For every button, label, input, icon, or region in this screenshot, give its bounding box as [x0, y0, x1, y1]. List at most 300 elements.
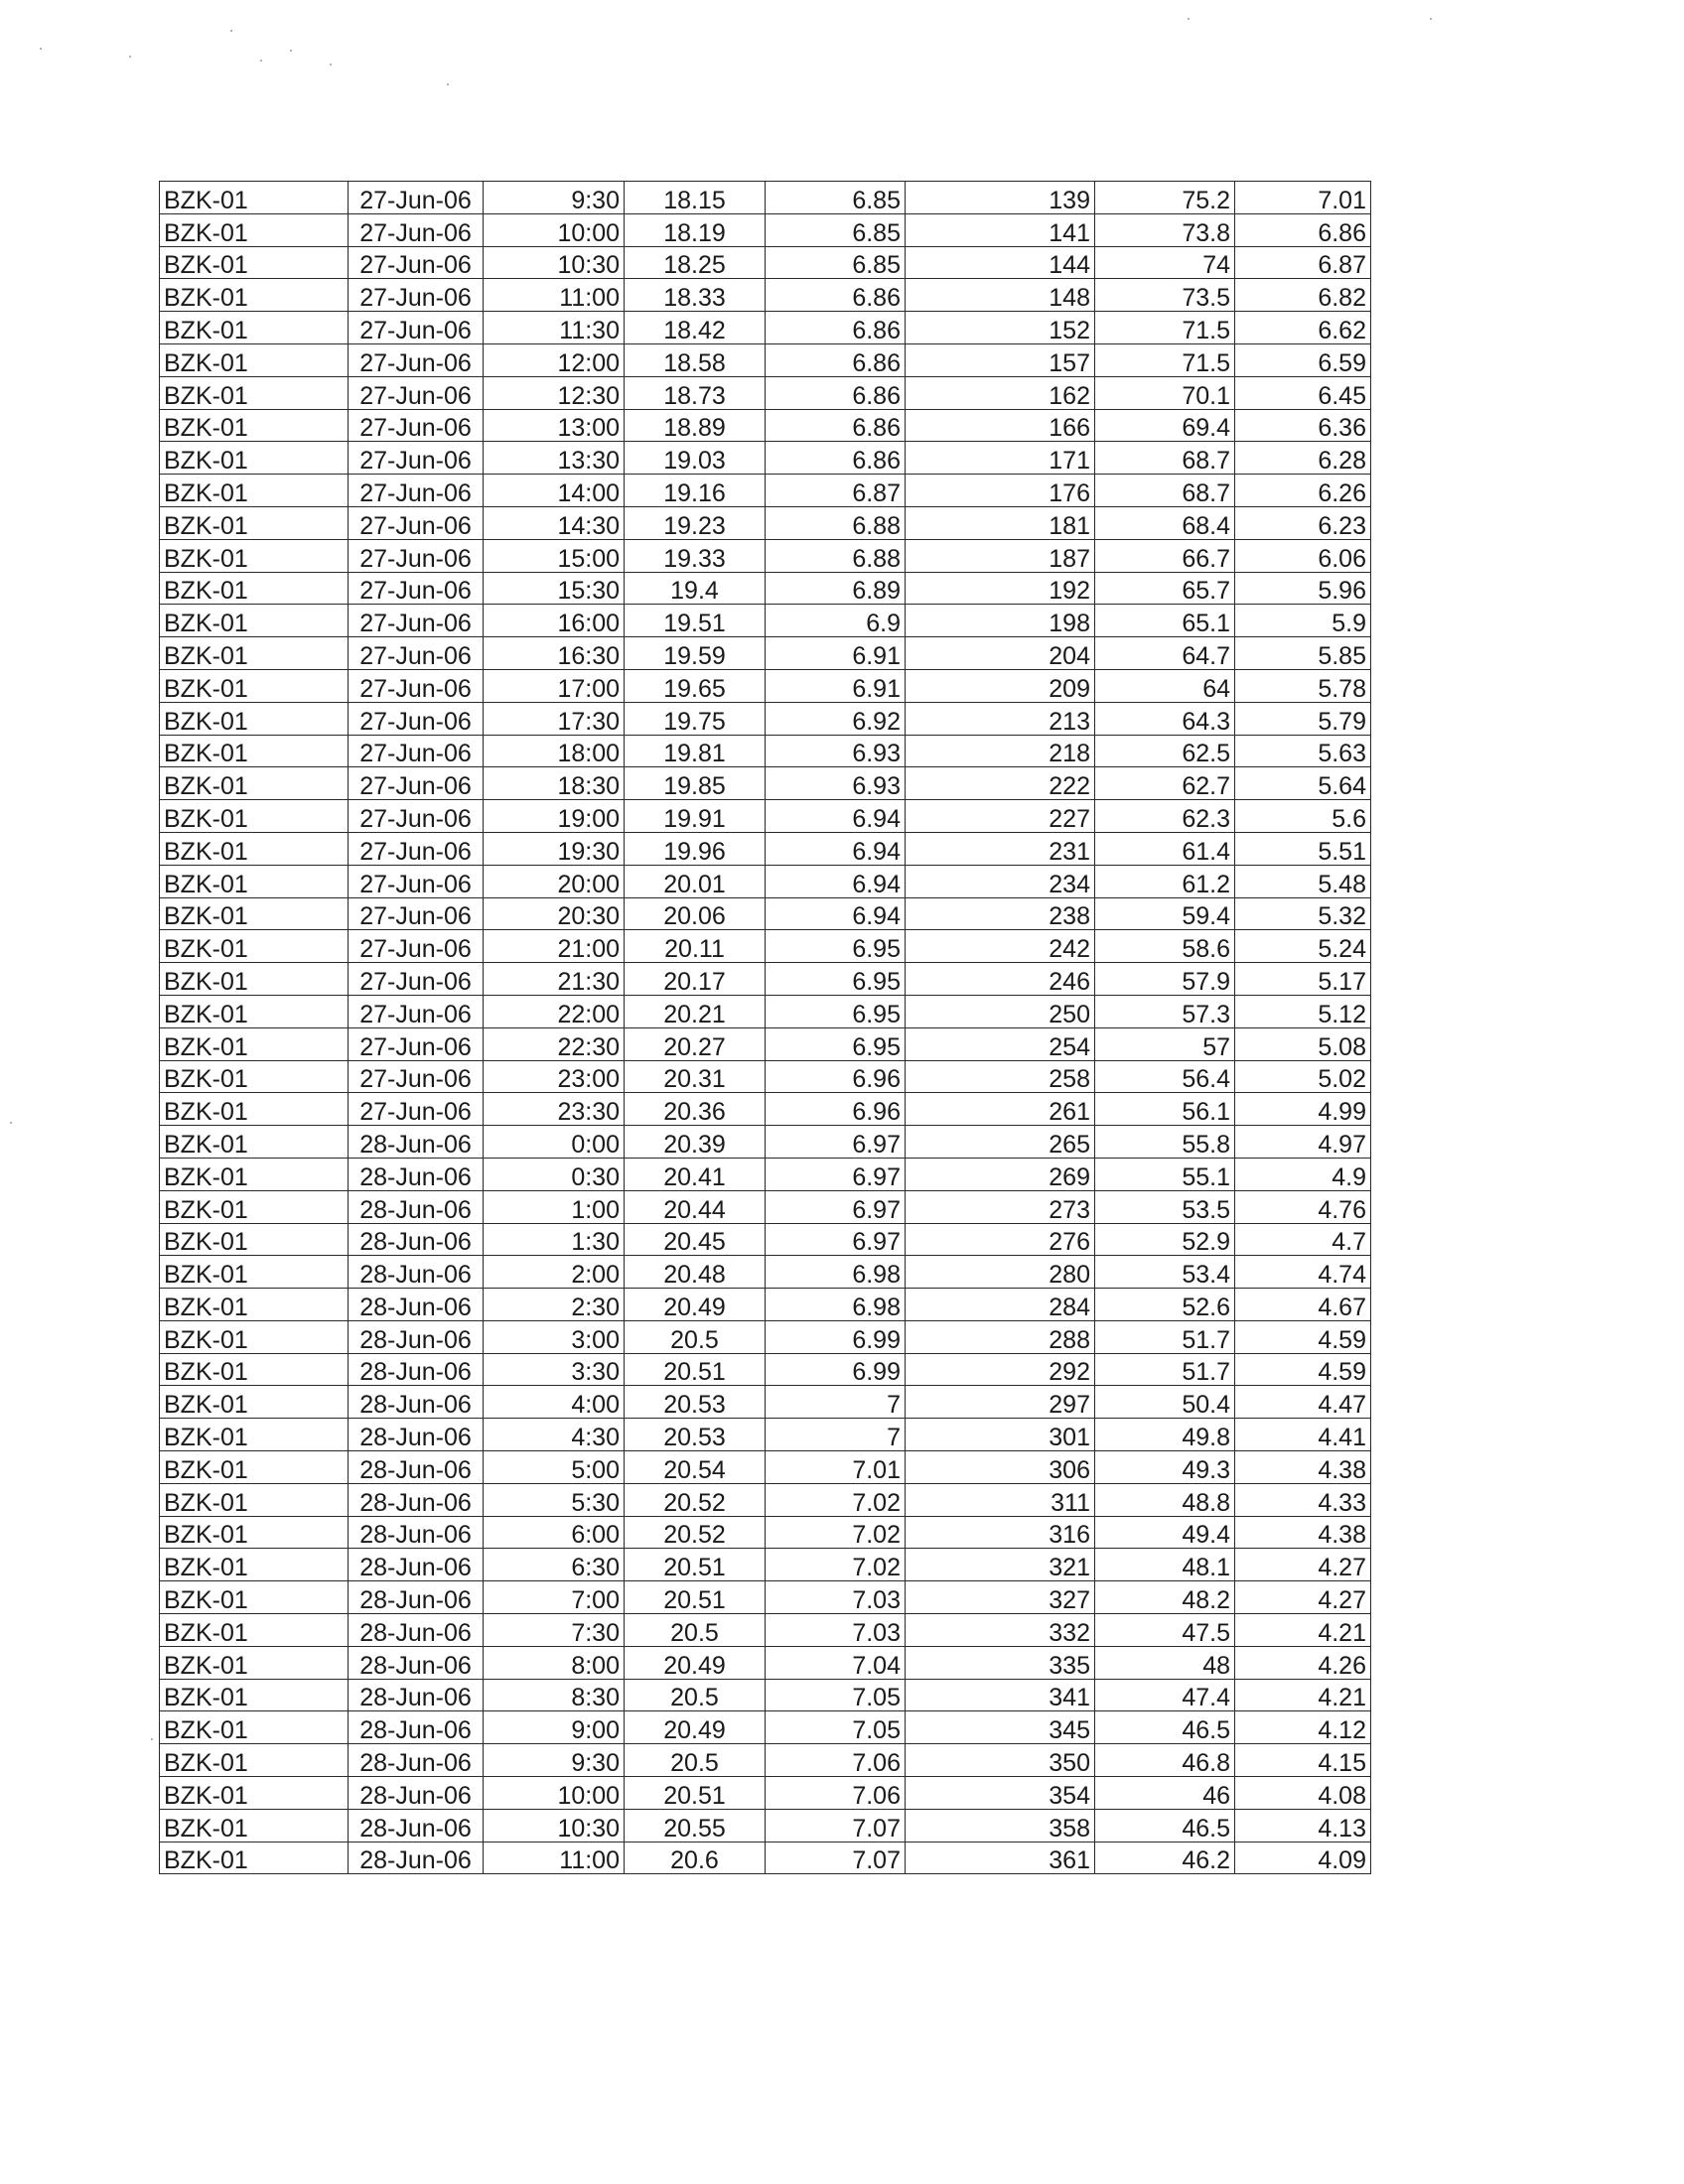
station-cell: BZK-01 — [160, 539, 349, 572]
station-cell: BZK-01 — [160, 213, 349, 246]
time-cell: 16:00 — [484, 605, 625, 637]
date-cell: 28-Jun-06 — [349, 1320, 484, 1353]
date-cell: 27-Jun-06 — [349, 475, 484, 507]
time-cell: 21:30 — [484, 963, 625, 996]
date-cell: 27-Jun-06 — [349, 930, 484, 963]
time-cell: 8:30 — [484, 1679, 625, 1711]
value-c-cell: 250 — [906, 995, 1095, 1027]
value-e-cell: 4.59 — [1235, 1320, 1371, 1353]
value-d-cell: 57.9 — [1095, 963, 1235, 996]
date-cell: 28-Jun-06 — [349, 1289, 484, 1321]
time-cell: 2:30 — [484, 1289, 625, 1321]
value-b-cell: 6.97 — [766, 1126, 906, 1159]
value-d-cell: 53.5 — [1095, 1190, 1235, 1223]
date-cell: 28-Jun-06 — [349, 1190, 484, 1223]
value-d-cell: 59.4 — [1095, 897, 1235, 930]
value-a-cell: 18.33 — [625, 279, 766, 312]
table-row — [160, 897, 1371, 930]
station-cell: BZK-01 — [160, 832, 349, 865]
date-cell: 28-Jun-06 — [349, 1256, 484, 1289]
value-b-cell: 7.02 — [766, 1516, 906, 1549]
value-a-cell: 18.89 — [625, 409, 766, 442]
value-a-cell: 19.96 — [625, 832, 766, 865]
table-row — [160, 637, 1371, 670]
value-b-cell: 7.06 — [766, 1777, 906, 1810]
scan-speck — [260, 60, 262, 62]
station-cell: BZK-01 — [160, 409, 349, 442]
station-cell: BZK-01 — [160, 1451, 349, 1484]
value-a-cell: 20.5 — [625, 1679, 766, 1711]
station-cell: BZK-01 — [160, 637, 349, 670]
value-a-cell: 19.03 — [625, 442, 766, 475]
date-cell: 28-Jun-06 — [349, 1353, 484, 1386]
value-e-cell: 4.12 — [1235, 1711, 1371, 1744]
value-e-cell: 6.06 — [1235, 539, 1371, 572]
station-cell: BZK-01 — [160, 376, 349, 409]
value-c-cell: 246 — [906, 963, 1095, 996]
value-b-cell: 6.95 — [766, 930, 906, 963]
value-a-cell: 18.42 — [625, 312, 766, 344]
station-cell: BZK-01 — [160, 1320, 349, 1353]
value-b-cell: 6.95 — [766, 1027, 906, 1060]
value-e-cell: 5.48 — [1235, 865, 1371, 897]
value-d-cell: 68.4 — [1095, 506, 1235, 539]
table-row — [160, 1190, 1371, 1223]
value-a-cell: 19.65 — [625, 669, 766, 702]
value-c-cell: 306 — [906, 1451, 1095, 1484]
value-c-cell: 152 — [906, 312, 1095, 344]
date-cell: 28-Jun-06 — [349, 1711, 484, 1744]
value-b-cell: 6.99 — [766, 1353, 906, 1386]
station-cell: BZK-01 — [160, 1516, 349, 1549]
value-c-cell: 332 — [906, 1614, 1095, 1647]
time-cell: 14:30 — [484, 506, 625, 539]
data-table — [159, 181, 1371, 1874]
value-e-cell: 4.9 — [1235, 1158, 1371, 1190]
time-cell: 9:00 — [484, 1711, 625, 1744]
time-cell: 6:30 — [484, 1549, 625, 1581]
date-cell: 28-Jun-06 — [349, 1614, 484, 1647]
table-row — [160, 865, 1371, 897]
table-row — [160, 767, 1371, 800]
table-row — [160, 1777, 1371, 1810]
value-b-cell: 6.91 — [766, 669, 906, 702]
time-cell: 8:00 — [484, 1646, 625, 1679]
value-d-cell: 65.7 — [1095, 572, 1235, 605]
station-cell: BZK-01 — [160, 865, 349, 897]
station-cell: BZK-01 — [160, 1126, 349, 1159]
value-b-cell: 7.01 — [766, 1451, 906, 1484]
value-d-cell: 52.9 — [1095, 1223, 1235, 1256]
table-row — [160, 442, 1371, 475]
table-row — [160, 246, 1371, 279]
value-c-cell: 162 — [906, 376, 1095, 409]
value-d-cell: 49.4 — [1095, 1516, 1235, 1549]
value-e-cell: 4.13 — [1235, 1809, 1371, 1842]
table-row — [160, 1744, 1371, 1777]
value-c-cell: 198 — [906, 605, 1095, 637]
value-c-cell: 222 — [906, 767, 1095, 800]
station-cell: BZK-01 — [160, 1158, 349, 1190]
date-cell: 28-Jun-06 — [349, 1451, 484, 1484]
value-c-cell: 242 — [906, 930, 1095, 963]
value-a-cell: 20.5 — [625, 1614, 766, 1647]
value-b-cell: 6.89 — [766, 572, 906, 605]
value-a-cell: 20.01 — [625, 865, 766, 897]
time-cell: 15:30 — [484, 572, 625, 605]
value-c-cell: 316 — [906, 1516, 1095, 1549]
value-a-cell: 20.51 — [625, 1549, 766, 1581]
value-a-cell: 19.33 — [625, 539, 766, 572]
value-e-cell: 4.59 — [1235, 1353, 1371, 1386]
value-e-cell: 4.08 — [1235, 1777, 1371, 1810]
value-d-cell: 46.5 — [1095, 1711, 1235, 1744]
table-row — [160, 1614, 1371, 1647]
value-a-cell: 20.49 — [625, 1289, 766, 1321]
value-c-cell: 261 — [906, 1093, 1095, 1126]
value-d-cell: 48.8 — [1095, 1483, 1235, 1516]
value-b-cell: 6.97 — [766, 1190, 906, 1223]
table-row — [160, 1646, 1371, 1679]
time-cell: 7:00 — [484, 1581, 625, 1614]
value-a-cell: 19.81 — [625, 735, 766, 767]
station-cell: BZK-01 — [160, 1614, 349, 1647]
value-a-cell: 19.51 — [625, 605, 766, 637]
table-row — [160, 1126, 1371, 1159]
date-cell: 27-Jun-06 — [349, 865, 484, 897]
scan-speck — [1188, 18, 1190, 20]
value-a-cell: 19.4 — [625, 572, 766, 605]
time-cell: 21:00 — [484, 930, 625, 963]
value-d-cell: 46.8 — [1095, 1744, 1235, 1777]
date-cell: 28-Jun-06 — [349, 1809, 484, 1842]
value-c-cell: 335 — [906, 1646, 1095, 1679]
value-b-cell: 6.94 — [766, 897, 906, 930]
value-a-cell: 20.5 — [625, 1320, 766, 1353]
date-cell: 27-Jun-06 — [349, 800, 484, 833]
date-cell: 28-Jun-06 — [349, 1744, 484, 1777]
value-e-cell: 7.01 — [1235, 182, 1371, 214]
value-e-cell: 5.24 — [1235, 930, 1371, 963]
date-cell: 27-Jun-06 — [349, 409, 484, 442]
value-b-cell: 7.02 — [766, 1483, 906, 1516]
date-cell: 28-Jun-06 — [349, 1646, 484, 1679]
table-row — [160, 182, 1371, 214]
time-cell: 10:30 — [484, 246, 625, 279]
value-c-cell: 209 — [906, 669, 1095, 702]
value-e-cell: 5.9 — [1235, 605, 1371, 637]
value-b-cell: 6.94 — [766, 800, 906, 833]
table-body — [160, 182, 1371, 1874]
value-e-cell: 5.6 — [1235, 800, 1371, 833]
value-c-cell: 141 — [906, 213, 1095, 246]
value-d-cell: 49.8 — [1095, 1419, 1235, 1451]
time-cell: 13:30 — [484, 442, 625, 475]
value-a-cell: 20.44 — [625, 1190, 766, 1223]
value-a-cell: 20.51 — [625, 1581, 766, 1614]
value-e-cell: 4.67 — [1235, 1289, 1371, 1321]
value-d-cell: 46 — [1095, 1777, 1235, 1810]
station-cell: BZK-01 — [160, 605, 349, 637]
value-a-cell: 19.23 — [625, 506, 766, 539]
value-c-cell: 358 — [906, 1809, 1095, 1842]
value-b-cell: 6.97 — [766, 1223, 906, 1256]
date-cell: 28-Jun-06 — [349, 1126, 484, 1159]
value-e-cell: 4.97 — [1235, 1126, 1371, 1159]
time-cell: 14:00 — [484, 475, 625, 507]
table-row — [160, 279, 1371, 312]
value-c-cell: 269 — [906, 1158, 1095, 1190]
date-cell: 27-Jun-06 — [349, 963, 484, 996]
value-b-cell: 7 — [766, 1386, 906, 1419]
value-c-cell: 157 — [906, 343, 1095, 376]
value-b-cell: 6.85 — [766, 182, 906, 214]
value-d-cell: 47.5 — [1095, 1614, 1235, 1647]
value-d-cell: 56.4 — [1095, 1060, 1235, 1093]
table-row — [160, 1060, 1371, 1093]
value-d-cell: 74 — [1095, 246, 1235, 279]
value-a-cell: 20.36 — [625, 1093, 766, 1126]
time-cell: 0:30 — [484, 1158, 625, 1190]
table-row — [160, 963, 1371, 996]
value-b-cell: 7 — [766, 1419, 906, 1451]
station-cell: BZK-01 — [160, 1777, 349, 1810]
value-e-cell: 5.78 — [1235, 669, 1371, 702]
station-cell: BZK-01 — [160, 735, 349, 767]
value-d-cell: 56.1 — [1095, 1093, 1235, 1126]
value-b-cell: 6.96 — [766, 1093, 906, 1126]
table-row — [160, 1353, 1371, 1386]
value-a-cell: 20.51 — [625, 1777, 766, 1810]
value-e-cell: 6.87 — [1235, 246, 1371, 279]
table-row — [160, 1581, 1371, 1614]
date-cell: 27-Jun-06 — [349, 832, 484, 865]
value-d-cell: 75.2 — [1095, 182, 1235, 214]
time-cell: 6:00 — [484, 1516, 625, 1549]
value-d-cell: 48.2 — [1095, 1581, 1235, 1614]
value-c-cell: 292 — [906, 1353, 1095, 1386]
value-c-cell: 213 — [906, 702, 1095, 735]
value-e-cell: 6.45 — [1235, 376, 1371, 409]
time-cell: 16:30 — [484, 637, 625, 670]
date-cell: 27-Jun-06 — [349, 572, 484, 605]
station-cell: BZK-01 — [160, 963, 349, 996]
time-cell: 13:00 — [484, 409, 625, 442]
value-e-cell: 4.74 — [1235, 1256, 1371, 1289]
value-d-cell: 51.7 — [1095, 1320, 1235, 1353]
value-d-cell: 62.7 — [1095, 767, 1235, 800]
date-cell: 27-Jun-06 — [349, 767, 484, 800]
value-e-cell: 5.32 — [1235, 897, 1371, 930]
value-b-cell: 6.99 — [766, 1320, 906, 1353]
value-b-cell: 6.85 — [766, 246, 906, 279]
station-cell: BZK-01 — [160, 930, 349, 963]
value-d-cell: 70.1 — [1095, 376, 1235, 409]
table-row — [160, 312, 1371, 344]
station-cell: BZK-01 — [160, 1223, 349, 1256]
time-cell: 3:00 — [484, 1320, 625, 1353]
time-cell: 15:00 — [484, 539, 625, 572]
time-cell: 11:00 — [484, 279, 625, 312]
value-a-cell: 20.53 — [625, 1386, 766, 1419]
value-a-cell: 18.25 — [625, 246, 766, 279]
value-e-cell: 4.21 — [1235, 1614, 1371, 1647]
value-d-cell: 52.6 — [1095, 1289, 1235, 1321]
value-b-cell: 6.86 — [766, 442, 906, 475]
value-b-cell: 6.86 — [766, 343, 906, 376]
value-d-cell: 66.7 — [1095, 539, 1235, 572]
time-cell: 10:00 — [484, 213, 625, 246]
date-cell: 27-Jun-06 — [349, 1027, 484, 1060]
value-a-cell: 18.15 — [625, 182, 766, 214]
value-e-cell: 4.41 — [1235, 1419, 1371, 1451]
value-b-cell: 6.86 — [766, 312, 906, 344]
time-cell: 10:00 — [484, 1777, 625, 1810]
value-a-cell: 20.17 — [625, 963, 766, 996]
value-c-cell: 273 — [906, 1190, 1095, 1223]
table-row — [160, 1516, 1371, 1549]
value-a-cell: 19.75 — [625, 702, 766, 735]
value-b-cell: 7.05 — [766, 1711, 906, 1744]
value-c-cell: 311 — [906, 1483, 1095, 1516]
value-e-cell: 5.96 — [1235, 572, 1371, 605]
value-e-cell: 4.27 — [1235, 1549, 1371, 1581]
value-d-cell: 62.3 — [1095, 800, 1235, 833]
station-cell: BZK-01 — [160, 182, 349, 214]
value-c-cell: 354 — [906, 1777, 1095, 1810]
value-e-cell: 4.27 — [1235, 1581, 1371, 1614]
value-d-cell: 49.3 — [1095, 1451, 1235, 1484]
value-d-cell: 46.2 — [1095, 1842, 1235, 1874]
table-row — [160, 376, 1371, 409]
table-row — [160, 995, 1371, 1027]
value-e-cell: 4.15 — [1235, 1744, 1371, 1777]
value-b-cell: 7.07 — [766, 1809, 906, 1842]
value-e-cell: 5.64 — [1235, 767, 1371, 800]
value-a-cell: 20.49 — [625, 1711, 766, 1744]
station-cell: BZK-01 — [160, 343, 349, 376]
station-cell: BZK-01 — [160, 1190, 349, 1223]
time-cell: 9:30 — [484, 1744, 625, 1777]
table-row — [160, 1158, 1371, 1190]
station-cell: BZK-01 — [160, 767, 349, 800]
value-d-cell: 47.4 — [1095, 1679, 1235, 1711]
value-d-cell: 57 — [1095, 1027, 1235, 1060]
table-row — [160, 1451, 1371, 1484]
value-b-cell: 6.95 — [766, 995, 906, 1027]
value-e-cell: 4.99 — [1235, 1093, 1371, 1126]
value-b-cell: 7.05 — [766, 1679, 906, 1711]
date-cell: 27-Jun-06 — [349, 539, 484, 572]
time-cell: 11:00 — [484, 1842, 625, 1874]
date-cell: 28-Jun-06 — [349, 1549, 484, 1581]
table-row — [160, 605, 1371, 637]
value-a-cell: 20.51 — [625, 1353, 766, 1386]
value-b-cell: 6.93 — [766, 735, 906, 767]
table-row — [160, 702, 1371, 735]
table-row — [160, 1419, 1371, 1451]
station-cell: BZK-01 — [160, 312, 349, 344]
value-b-cell: 7.04 — [766, 1646, 906, 1679]
value-b-cell: 6.96 — [766, 1060, 906, 1093]
date-cell: 28-Jun-06 — [349, 1516, 484, 1549]
station-cell: BZK-01 — [160, 1842, 349, 1874]
value-c-cell: 166 — [906, 409, 1095, 442]
value-b-cell: 6.9 — [766, 605, 906, 637]
value-d-cell: 51.7 — [1095, 1353, 1235, 1386]
station-cell: BZK-01 — [160, 1027, 349, 1060]
value-d-cell: 57.3 — [1095, 995, 1235, 1027]
station-cell: BZK-01 — [160, 1353, 349, 1386]
value-c-cell: 258 — [906, 1060, 1095, 1093]
value-b-cell: 7.03 — [766, 1614, 906, 1647]
table-row — [160, 409, 1371, 442]
date-cell: 28-Jun-06 — [349, 1777, 484, 1810]
value-a-cell: 20.6 — [625, 1842, 766, 1874]
value-e-cell: 5.12 — [1235, 995, 1371, 1027]
value-e-cell: 6.86 — [1235, 213, 1371, 246]
station-cell: BZK-01 — [160, 1093, 349, 1126]
value-c-cell: 231 — [906, 832, 1095, 865]
value-d-cell: 68.7 — [1095, 442, 1235, 475]
value-a-cell: 20.45 — [625, 1223, 766, 1256]
value-e-cell: 4.38 — [1235, 1451, 1371, 1484]
date-cell: 27-Jun-06 — [349, 343, 484, 376]
scan-speck — [1430, 18, 1432, 20]
value-b-cell: 6.88 — [766, 506, 906, 539]
table-row — [160, 1386, 1371, 1419]
date-cell: 27-Jun-06 — [349, 213, 484, 246]
value-e-cell: 6.36 — [1235, 409, 1371, 442]
date-cell: 27-Jun-06 — [349, 506, 484, 539]
scan-speck — [230, 30, 232, 32]
time-cell: 4:00 — [484, 1386, 625, 1419]
value-d-cell: 61.2 — [1095, 865, 1235, 897]
value-a-cell: 20.39 — [625, 1126, 766, 1159]
station-cell: BZK-01 — [160, 572, 349, 605]
value-a-cell: 20.41 — [625, 1158, 766, 1190]
time-cell: 23:30 — [484, 1093, 625, 1126]
table-row — [160, 832, 1371, 865]
time-cell: 1:00 — [484, 1190, 625, 1223]
value-b-cell: 7.06 — [766, 1744, 906, 1777]
time-cell: 7:30 — [484, 1614, 625, 1647]
date-cell: 27-Jun-06 — [349, 995, 484, 1027]
value-d-cell: 48.1 — [1095, 1549, 1235, 1581]
date-cell: 27-Jun-06 — [349, 605, 484, 637]
value-e-cell: 5.79 — [1235, 702, 1371, 735]
value-b-cell: 6.88 — [766, 539, 906, 572]
value-a-cell: 20.21 — [625, 995, 766, 1027]
value-d-cell: 48 — [1095, 1646, 1235, 1679]
scan-speck — [10, 1122, 12, 1124]
value-a-cell: 20.11 — [625, 930, 766, 963]
value-e-cell: 4.47 — [1235, 1386, 1371, 1419]
table-row — [160, 572, 1371, 605]
date-cell: 27-Jun-06 — [349, 1093, 484, 1126]
date-cell: 28-Jun-06 — [349, 1581, 484, 1614]
value-d-cell: 73.8 — [1095, 213, 1235, 246]
station-cell: BZK-01 — [160, 442, 349, 475]
value-e-cell: 4.26 — [1235, 1646, 1371, 1679]
value-e-cell: 4.38 — [1235, 1516, 1371, 1549]
value-a-cell: 20.49 — [625, 1646, 766, 1679]
table-row — [160, 1093, 1371, 1126]
table-row — [160, 1027, 1371, 1060]
table-row — [160, 1809, 1371, 1842]
value-b-cell: 6.94 — [766, 865, 906, 897]
value-a-cell: 20.52 — [625, 1516, 766, 1549]
